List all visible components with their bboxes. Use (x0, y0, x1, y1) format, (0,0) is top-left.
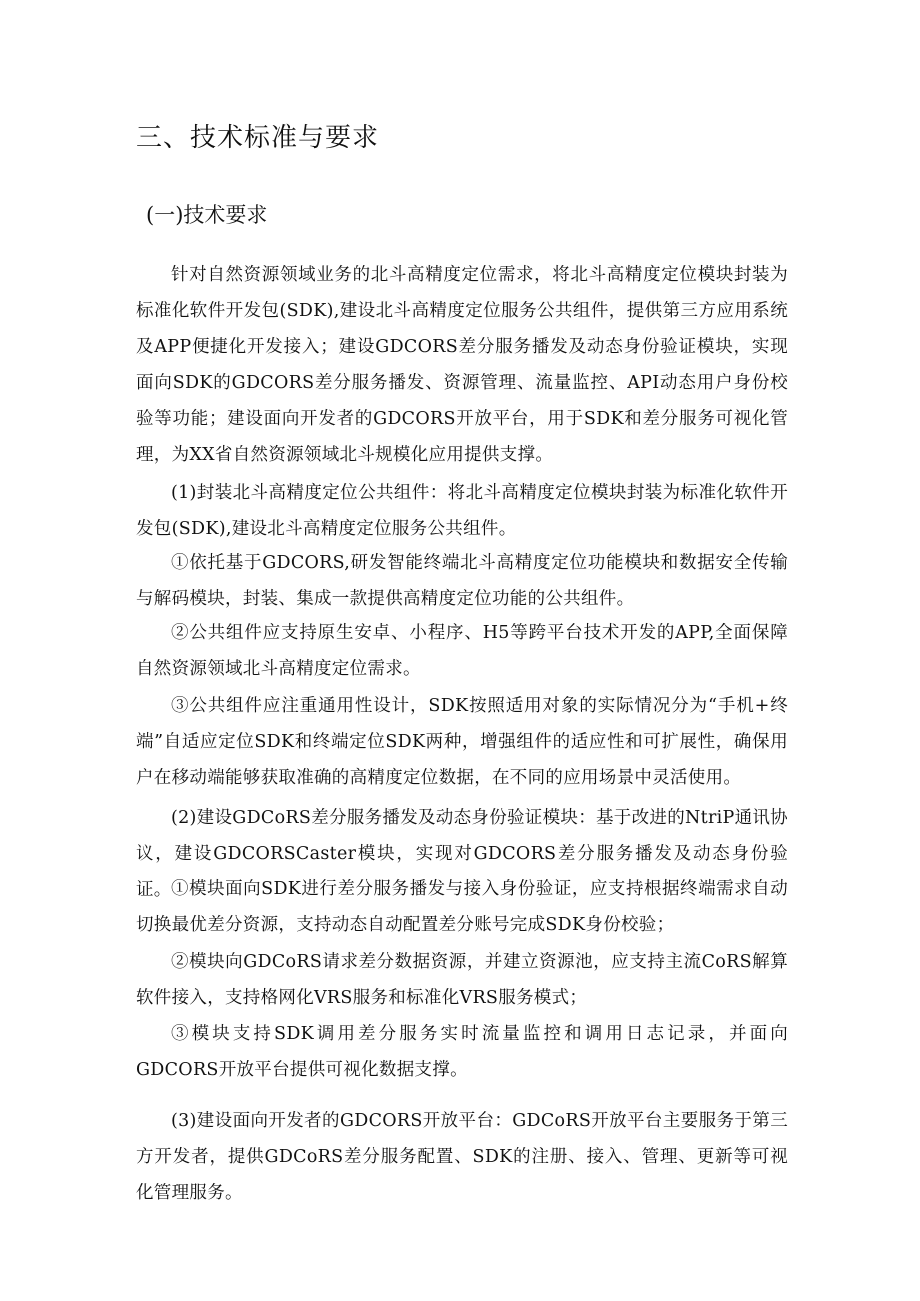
subsection-title: (一)技术要求 (146, 203, 268, 227)
paragraph-item-1-2: ②公共组件应支持原生安卓、小程序、H5等跨平台技术开发的APP,全面保障自然资源领域北斗高精度定位需求。 (136, 623, 788, 679)
paragraph-item-3: (3)建设面向开发者的GDCORS开放平台：GDCoRS开放平台主要服务于第三方开发者，提供GDCoRS差分服务配置、SDK的注册、接入、管理、更新等可视化管理服务。 (136, 1111, 788, 1203)
paragraph-item-2-3: ③模块支持SDK调用差分服务实时流量监控和调用日志记录，并面向GDCORS开放平台提供可视化数据支撑。 (136, 1024, 788, 1080)
paragraph-item-1-1: ①依托基于GDCORS,研发智能终端北斗高精度定位功能模块和数据安全传输与解码模块，封装、集成一款提供高精度定位功能的公共组件。 (136, 553, 788, 609)
paragraph-item-1-3: ③公共组件应注重通用性设计，SDK按照适用对象的实际情况分为“手机+终端”自适应定位SDK和终端定位SDK两种，增强组件的适应性和可扩展性，确保用户在移动端能够获取准确的高精度定位数据，在不同的应用场景中灵活使用。 (136, 696, 788, 788)
paragraph-item-1: (1)封装北斗高精度定位公共组件：将北斗高精度定位模块封装为标准化软件开发包(SDK),建设北斗高精度定位服务公共组件。 (136, 483, 788, 539)
section-title: 三、技术标准与要求 (136, 123, 380, 153)
paragraph-item-2-2: ②模块向GDCoRS请求差分数据资源，并建立资源池，应支持主流CoRS解算软件接入，支持格网化VRS服务和标准化VRS服务模式； (136, 952, 788, 1008)
paragraph-item-2-1: ①模块面向SDK进行差分服务播发与接入身份验证，应支持根据终端需求自动切换最优差分资源，支持动态自动配置差分账号完成SDK身份校验； (136, 879, 788, 935)
paragraph-item-2: (2)建设GDCoRS差分服务播发及动态身份验证模块：基于改进的NtriP通讯协议，建设GDCORSCaster模块，实现对GDCORS差分服务播发及动态身份验证。 (136, 808, 788, 900)
paragraph-intro: 针对自然资源领域业务的北斗高精度定位需求，将北斗高精度定位模块封装为标准化软件开发包(SDK),建设北斗高精度定位服务公共组件，提供第三方应用系统及APP便捷化开发接入；建设GDCORS差分服务播发及动态身份验证模块，实现面向SDK的GDCORS差分服务播发、资源管理、流量监控、API动态用户身份校验等功能；建设面向开发者的GDCORS开放平台，用于SDK和差分服务可视化管理，为XX省自然资源领域北斗规模化应用提供支撑。 (136, 265, 788, 465)
